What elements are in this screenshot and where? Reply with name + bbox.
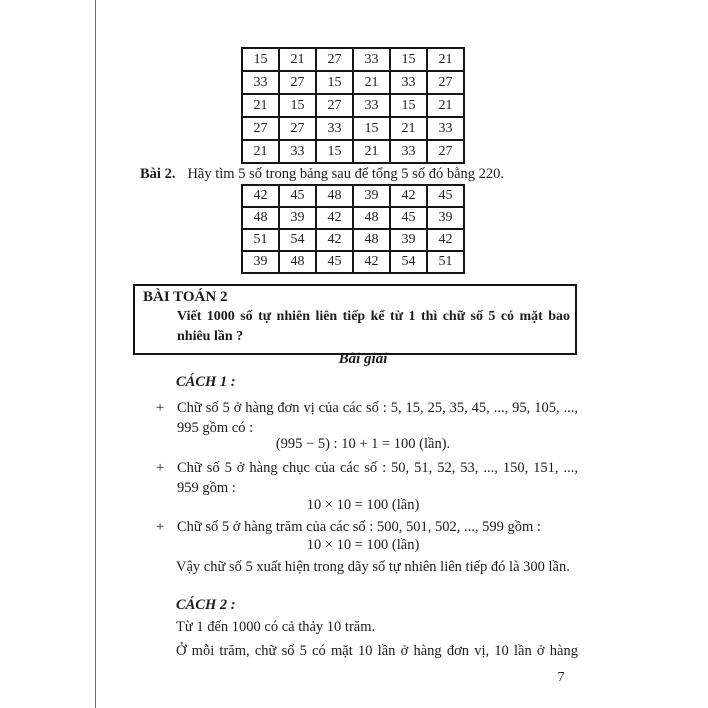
table-row bbox=[242, 207, 464, 229]
table-cell: 21 bbox=[353, 71, 390, 94]
method-2-label: CÁCH 2 : bbox=[176, 597, 236, 613]
table-cell: 42 bbox=[316, 207, 353, 229]
table-row bbox=[242, 117, 464, 140]
table-cell: 33 bbox=[427, 117, 464, 140]
table-cell: 15 bbox=[316, 71, 353, 94]
table-cell: 45 bbox=[427, 185, 464, 207]
table-cell: 21 bbox=[427, 48, 464, 71]
table-cell: 39 bbox=[353, 185, 390, 207]
bullet-item-2 bbox=[156, 458, 578, 498]
table-cell: 27 bbox=[279, 117, 316, 140]
table-cell: 48 bbox=[242, 207, 279, 229]
conclusion-paragraph: Vậy chữ số 5 xuất hiện trong dãy số tự nhiên liên tiếp đó là 300 lần. bbox=[176, 559, 570, 575]
table-cell: 42 bbox=[316, 229, 353, 251]
page-number: 7 bbox=[557, 670, 565, 685]
table-cell: 51 bbox=[427, 251, 464, 273]
table-cell: 51 bbox=[242, 229, 279, 251]
table-cell: 27 bbox=[427, 71, 464, 94]
table-cell: 45 bbox=[279, 185, 316, 207]
table-cell: 33 bbox=[390, 140, 427, 163]
table-cell: 33 bbox=[279, 140, 316, 163]
table-cell: 33 bbox=[353, 94, 390, 117]
table-cell: 42 bbox=[242, 185, 279, 207]
table-cell: 15 bbox=[279, 94, 316, 117]
exercise-2-text: Hãy tìm 5 số trong bảng sau để tổng 5 số đó bằng 220. bbox=[187, 166, 505, 182]
table-cell: 21 bbox=[242, 94, 279, 117]
table-cell: 33 bbox=[316, 117, 353, 140]
table-cell: 48 bbox=[316, 185, 353, 207]
problem-box bbox=[133, 284, 577, 355]
bullet-text: Chữ số 5 ở hàng đơn vị của các số : 5, 15, 25, 35, 45, ..., 95, 105, ..., 995 gồm có : bbox=[177, 400, 578, 436]
table-cell: 27 bbox=[316, 94, 353, 117]
table-cell: 21 bbox=[353, 140, 390, 163]
method-2-line-2: Ở mỗi trăm, chữ số 5 có mặt 10 lần ở hàng đơn vị, 10 lần ở hàng bbox=[176, 643, 578, 659]
table-row bbox=[242, 251, 464, 273]
problem-box-statement: Viết 1000 số tự nhiên liên tiếp kể từ 1 thì chữ số 5 có mặt bao nhiêu lần ? bbox=[177, 309, 570, 344]
table-row bbox=[242, 48, 464, 71]
number-table-1 bbox=[241, 47, 465, 164]
table-cell: 15 bbox=[353, 117, 390, 140]
bullet-marker: + bbox=[156, 400, 165, 416]
table-cell: 42 bbox=[427, 229, 464, 251]
bullet-item-1 bbox=[156, 398, 578, 438]
table-cell: 54 bbox=[390, 251, 427, 273]
table-cell: 42 bbox=[353, 251, 390, 273]
table-cell: 15 bbox=[390, 94, 427, 117]
table-cell: 27 bbox=[316, 48, 353, 71]
number-table-2 bbox=[241, 184, 465, 274]
table-row bbox=[242, 229, 464, 251]
solution-heading: Bài giải bbox=[338, 351, 388, 367]
table-cell: 21 bbox=[427, 94, 464, 117]
bullet-marker: + bbox=[156, 519, 165, 535]
table-cell: 21 bbox=[242, 140, 279, 163]
bullet-item-3 bbox=[156, 517, 578, 537]
table-cell: 42 bbox=[390, 185, 427, 207]
table-cell: 48 bbox=[279, 251, 316, 273]
problem-box-title: BÀI TOÁN 2 bbox=[143, 289, 228, 305]
table-cell: 48 bbox=[353, 229, 390, 251]
table-cell: 33 bbox=[353, 48, 390, 71]
bullet-text: Chữ số 5 ở hàng chục của các số : 50, 51, 52, 53, ..., 150, 151, ..., 959 gồm : bbox=[177, 460, 578, 496]
method-1-label: CÁCH 1 : bbox=[176, 374, 236, 390]
table-cell: 39 bbox=[427, 207, 464, 229]
table-cell: 39 bbox=[390, 229, 427, 251]
table-cell: 39 bbox=[242, 251, 279, 273]
exercise-2-label: Bài 2. bbox=[140, 166, 176, 182]
method-2-line-1: Từ 1 đến 1000 có cả thảy 10 trăm. bbox=[176, 619, 376, 635]
table-cell: 15 bbox=[316, 140, 353, 163]
table-cell: 15 bbox=[390, 48, 427, 71]
table-cell: 15 bbox=[242, 48, 279, 71]
bullet-marker: + bbox=[156, 460, 165, 476]
table-row bbox=[242, 140, 464, 163]
formula-1: (995 − 5) : 10 + 1 = 100 (lần). bbox=[275, 436, 451, 452]
table-cell: 54 bbox=[279, 229, 316, 251]
table-cell: 33 bbox=[390, 71, 427, 94]
formula-3: 10 × 10 = 100 (lần) bbox=[306, 537, 420, 553]
table-cell: 21 bbox=[390, 117, 427, 140]
formula-2: 10 × 10 = 100 (lần) bbox=[306, 497, 420, 513]
table-cell: 27 bbox=[242, 117, 279, 140]
table-cell: 39 bbox=[279, 207, 316, 229]
table-row bbox=[242, 71, 464, 94]
table-row bbox=[242, 94, 464, 117]
table-cell: 33 bbox=[242, 71, 279, 94]
table-cell: 27 bbox=[279, 71, 316, 94]
table-cell: 48 bbox=[353, 207, 390, 229]
table-cell: 21 bbox=[279, 48, 316, 71]
page-edge-line bbox=[95, 0, 96, 708]
table-row bbox=[242, 185, 464, 207]
table-cell: 45 bbox=[390, 207, 427, 229]
bullet-text: Chữ số 5 ở hàng trăm của các số : 500, 501, 502, ..., 599 gồm : bbox=[177, 519, 541, 535]
table-cell: 27 bbox=[427, 140, 464, 163]
table-cell: 45 bbox=[316, 251, 353, 273]
exercise-2-line bbox=[140, 166, 504, 183]
